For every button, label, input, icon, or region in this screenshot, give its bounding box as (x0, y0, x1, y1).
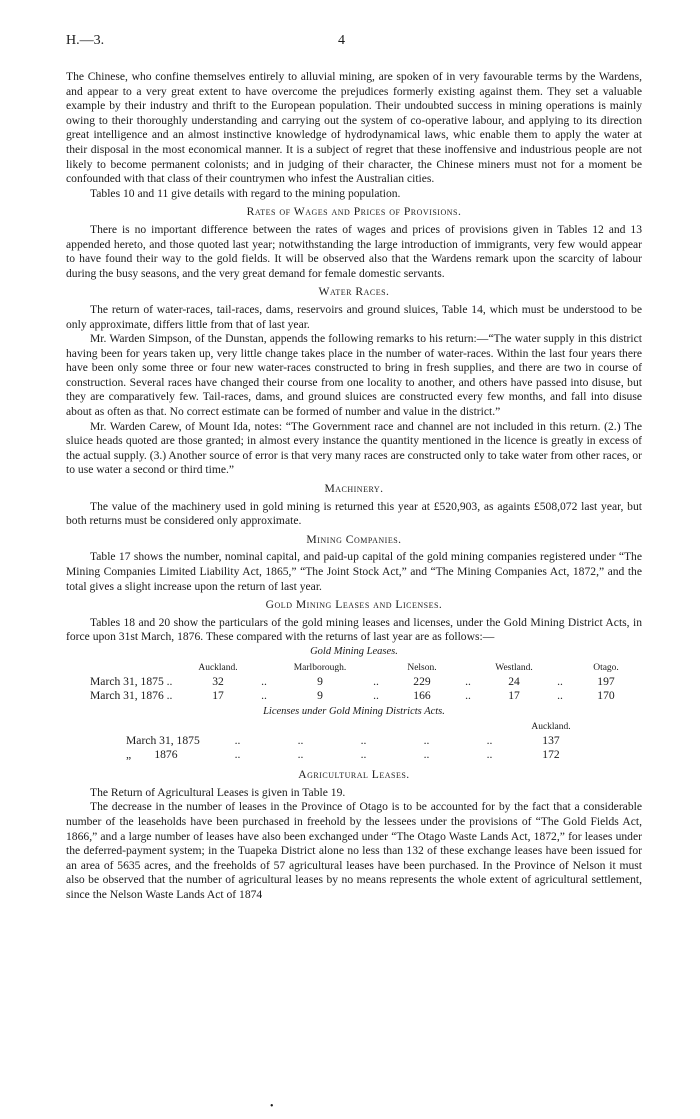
leader-dots: .. (261, 674, 267, 688)
paragraph-mining-companies: Table 17 shows the number, nominal capital, and paid-up capital of the gold mining companies registered under “The Mining Companies Limited Liability Act, 1865,” “The Joint Stock Act,” and “The Mining Companies Act, 1872,” and the total gives a slight increase upon the return of last year. (66, 550, 642, 593)
leader-dots: .. (261, 688, 267, 702)
leader-dots: .. (373, 674, 379, 688)
paragraph-warden-simpson: Mr. Warden Simpson, of the Dunstan, appends the following remarks to his return:—“The water supply in this district having been for years taken up, very little change takes place in the number of water-races. Within the last four years there have been only some three or four new water-races constructed to bring in fresh supplies, and there are two in course of construction. Several races have changed their course from one locality to another, and others have passed into disuse, but they are comparatively few. Tail-races, dams, and ground sluices are constructed every few months, and fall into disuse about as often as that. No correct estimate can be formed of number and value in the district.” (66, 332, 642, 419)
col-auckland: Auckland. (531, 722, 571, 733)
leader-dots: .. (297, 734, 304, 748)
table-row (126, 734, 581, 748)
licenses-table-caption: Licenses under Gold Mining Districts Acts. (263, 705, 445, 717)
row-label: March 31, 1875 (126, 734, 200, 748)
paragraph-machinery: The value of the machinery used in gold mining is returned this year at £520,903, as againts £508,072 last year, but both returns must be considered only approximate. (66, 499, 642, 528)
leader-dots: .. (423, 734, 430, 748)
page-header (66, 34, 642, 56)
leader-dots: .. (465, 688, 471, 702)
leader-dots: .. (465, 674, 471, 688)
leader-dots: .. (486, 734, 493, 748)
paragraph-chinese-miners: The Chinese, who confine themselves entirely to alluvial mining, are spoken of in very favourable terms by the Wardens, and appear to a very great extent to have overcome the prejudices formerly existing against them. They set a valuable example by their industry and thrift to the European population. Their undoubted success in mining operations is mainly owing to their thoroughly understanding and carrying out the system of co-operative labour, and applying to its direction great intelligence and an almost instinctive knowledge of hydrodynamical laws, whic enable them to apply the water at their disposal in the most economical manner. It is a subject of regret that these inoffensive and industrious people are not likely to become permanent colonists; and in judging of their character, the Chinese miners must not for a moment be confounded with that class of their countrymen who infest the Australian cities. (66, 70, 642, 186)
table-header-row (126, 720, 581, 734)
paragraph-warden-carew: Mr. Warden Carew, of Mount Ida, notes: “The Government race and channel are not included in this return. (2.) The sluice heads quoted are those granted; in almost every instance the quantity mentioned in the licence is greatly in excess of the actual supply. (3.) Another source of error is that very many races are constructed only to take water from other races, or to use water a second or third time.” (66, 419, 642, 477)
gold-leases-table (90, 661, 634, 703)
cell: 32 (212, 674, 224, 688)
cell: 166 (413, 688, 431, 702)
cell: 17 (212, 688, 224, 702)
cell: 9 (317, 674, 323, 688)
leases-table-caption: Gold Mining Leases. (310, 645, 398, 657)
cell: 229 (413, 674, 431, 688)
table-row (90, 689, 634, 703)
col-marlborough: Marlborough. (293, 662, 347, 673)
cell: 172 (542, 748, 560, 762)
paragraph-agri-decrease: The decrease in the number of leases in the Province of Otago is to be accounted for by the fact that a considerable number of the leaseholds have been purchased in freehold by the lessees under the provisions of “The Gold Fields Act, 1866,” and a large number of leases have also been exchanged under “The Otago Waste Lands Act, 1872,” for leases under the deferred-payment system; in the Tuapeka District alone no less than 132 of these exchange leases have been issued for an area of 5635 acres, and the freeholds of 57 agricultural leases have been purchased. In the Province of Nelson it must also be observed that the number of agricultural leases by no means represents the whole extent of agricultural settlement, since the Nelson Waste Lands Act of 1874 (66, 800, 642, 901)
heading-machinery: Machinery. (324, 482, 384, 496)
cell: 9 (317, 688, 323, 702)
table-row (90, 675, 634, 689)
table-header-row (90, 661, 634, 675)
row-label: „ 1876 (126, 748, 178, 762)
row-label: March 31, 1875 .. (90, 674, 173, 688)
cell: 170 (597, 688, 615, 702)
page-number: 4 (338, 33, 345, 48)
cell: 24 (508, 674, 520, 688)
leader-dots: .. (423, 748, 430, 762)
paragraph-tables-10-11: Tables 10 and 11 give details with regard to the mining population. (90, 186, 401, 200)
col-westland: Westland. (495, 662, 533, 673)
heading-agricultural-leases: Agricultural Leases. (298, 768, 410, 782)
col-nelson: Nelson. (407, 662, 437, 673)
leader-dots: .. (557, 688, 563, 702)
table-row (126, 748, 581, 762)
leader-dots: .. (297, 748, 304, 762)
cell: 197 (597, 674, 615, 688)
col-auckland: Auckland. (198, 662, 238, 673)
paragraph-gold-leases: Tables 18 and 20 show the particulars of the gold mining leases and licenses, under the Gold Mining District Acts, in force upon 31st March, 1876. These compared with the returns of last year are as follows:— (66, 615, 642, 644)
licenses-table (126, 720, 581, 762)
leader-dots: .. (373, 688, 379, 702)
heading-water-races: Water Races. (318, 285, 390, 299)
cell: 17 (508, 688, 520, 702)
leader-dots: .. (486, 748, 493, 762)
leader-dots: .. (557, 674, 563, 688)
heading-mining-companies: Mining Companies. (306, 532, 402, 546)
page-mark: • (270, 1101, 274, 1112)
leader-dots: .. (360, 734, 367, 748)
heading-gold-leases: Gold Mining Leases and Licenses. (265, 598, 443, 612)
col-otago: Otago. (593, 662, 619, 673)
cell: 137 (542, 734, 560, 748)
paragraph-wages: There is no important difference between the rates of wages and prices of provisions given in Tables 12 and 13 appended hereto, and those quoted last year; notwithstanding the large introduction of immigrants, very few would appear to have found their way to the gold fields. It will be observed also that the Wardens remark upon the scarcity of labour during the busy seasons, and the very great demand for female domestic servants. (66, 222, 642, 280)
leader-dots: .. (234, 748, 241, 762)
paragraph-water-races: The return of water-races, tail-races, dams, reservoirs and ground sluices, Table 14, which must be understood to be only approximate, differs little from that of last year. (66, 302, 642, 331)
leader-dots: .. (360, 748, 367, 762)
paragraph-agri-return: The Return of Agricultural Leases is given in Table 19. (90, 785, 346, 799)
leader-dots: .. (234, 734, 241, 748)
heading-wages: Rates of Wages and Prices of Provisions. (246, 205, 462, 219)
row-label: March 31, 1876 .. (90, 688, 173, 702)
paper-reference: H.—3. (66, 33, 105, 48)
